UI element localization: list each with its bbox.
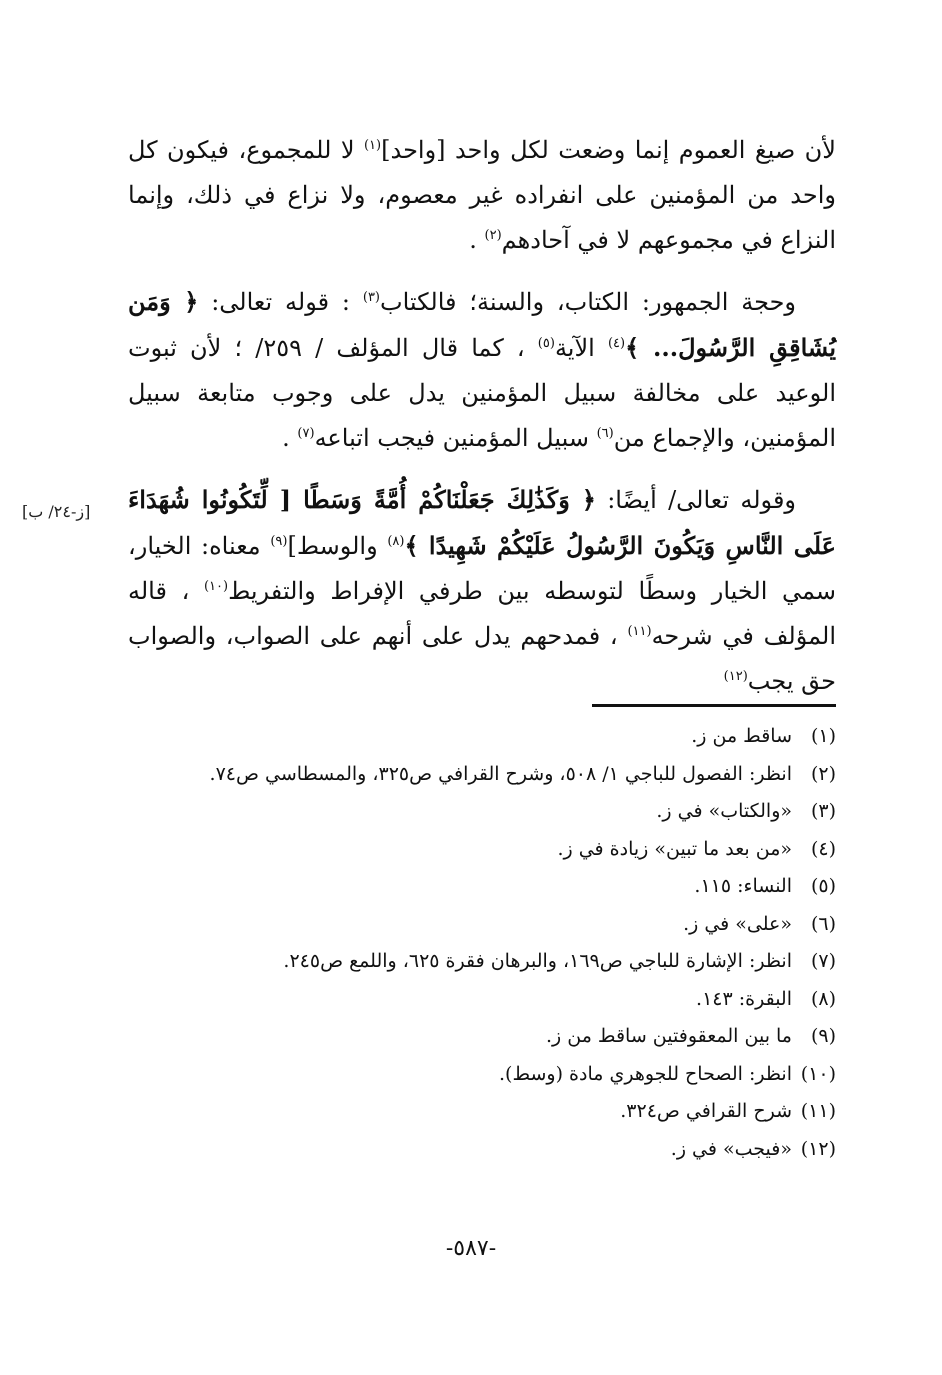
footnote-item (128, 868, 836, 906)
footnote-text: «من بعد ما تبين» زيادة في ز. (557, 837, 792, 860)
text-segment: ، كما قال المؤلف / ٢٥٩/ ؛ لأن ثبوت الوعيد على مخالفة سبيل المؤمنين يدل على وجوب متابعة سبيل المؤمنين، والإجماع من (128, 334, 836, 452)
text-segment: . (469, 226, 485, 254)
footnote-item (128, 1056, 836, 1094)
footnote-text: ما بين المعقوفتين ساقط من ز. (546, 1025, 792, 1047)
page-number: -٥٨٧- (445, 1236, 497, 1261)
footnote-item (128, 1093, 836, 1131)
footnote-ref-4[interactable]: (٤) (607, 336, 626, 351)
text-segment: لأن صيغ العموم إنما وضعت لكل واحد [واحد] (381, 136, 836, 164)
text-segment: معناه: الخيار، سمي الخيار وسطًا لتوسطه بين طرفي الإفراط والتفريط (128, 532, 836, 605)
paragraph-2 (128, 279, 836, 461)
quran-quote: ﴿ وَكَذَٰلِكَ جَعَلْنَاكُمْ أُمَّةً وَسَطًا [ لِّتَكُونُوا شُهَدَاءَ عَلَى النَّاسِ وَيَكُونَ الرَّسُولُ عَلَيْكُمْ شَهِيدًا ﴾ (128, 485, 836, 560)
manuscript-folio-reference: [ز-٢٤/ ب] (22, 502, 91, 521)
footnote-text: انظر: الفصول للباجي ١/ ٥٠٨، وشرح القرافي ص٣٢٥، والمسطاسي ص٧٤. (209, 762, 792, 785)
footnote-text: البقرة: ١٤٣. (696, 987, 792, 1010)
footnote-number: (٤) (810, 837, 836, 860)
footnote-text: ساقط من ز. (691, 725, 792, 747)
footnote-ref-1[interactable]: (١) (363, 138, 382, 153)
footnote-number: (١٠) (800, 1062, 836, 1085)
footnote-ref-8[interactable]: (٨) (387, 534, 405, 549)
footnote-number: (٧) (810, 950, 836, 972)
text-segment: والوسط] (287, 532, 388, 560)
footnote-number: (٦) (810, 912, 836, 935)
footnote-text: «على» في ز. (683, 912, 792, 935)
footnote-text: النساء: ١١٥. (694, 875, 792, 897)
footnote-text: شرح القرافي ص٣٢٤. (620, 1100, 792, 1122)
footnote-item (128, 756, 836, 794)
footnote-ref-12[interactable]: (١٢) (723, 669, 748, 684)
footnote-ref-5[interactable]: (٥) (537, 336, 555, 351)
footnote-number: (٢) (810, 762, 836, 785)
footnote-number: (٨) (810, 987, 836, 1010)
footnote-item (128, 981, 836, 1019)
footnote-item (128, 831, 836, 869)
text-segment: . (282, 424, 298, 452)
main-text (128, 128, 836, 720)
footnote-number: (١١) (800, 1100, 836, 1122)
paragraph-1 (128, 128, 836, 263)
footnote-item (128, 943, 836, 981)
footnotes-list (128, 718, 836, 1168)
text-segment: لا للمجموع، فيكون كل واحد من المؤمنين على انفراده غير معصوم، ولا نزاع في ذلك، وإنما النزاع في مجموعهم لا في آحادهم (128, 136, 836, 254)
footnote-ref-6[interactable]: (٦) (596, 426, 614, 441)
quran-quote: ﴿ وَمَن يُشَاقِقِ الرَّسُولَ... ﴾ (128, 287, 836, 362)
footnote-ref-3[interactable]: (٣) (362, 290, 380, 305)
text-segment: وقوله تعالى/ أيضًا: (595, 486, 797, 514)
footnote-text: انظر: الإشارة للباجي ص١٦٩، والبرهان فقرة ٦٢٥، واللمع ص٢٤٥. (283, 950, 792, 972)
footnote-text: انظر: الصحاح للجوهري مادة (وسط). (499, 1062, 792, 1085)
footnote-text: «فيجب» في ز. (670, 1137, 792, 1160)
footnote-number: (١٢) (800, 1137, 836, 1160)
footnote-text: «والكتاب» في ز. (656, 800, 792, 822)
footnote-number: (٣) (810, 800, 836, 822)
footnote-separator (592, 704, 836, 707)
paragraph-3 (128, 477, 836, 704)
text-segment: الآية (554, 334, 608, 362)
footnote-item (128, 718, 836, 756)
footnote-ref-9[interactable]: (٩) (270, 534, 288, 549)
footnote-number: (٩) (810, 1025, 836, 1047)
footnote-item (128, 1131, 836, 1169)
footnote-item (128, 793, 836, 831)
footnote-ref-10[interactable]: (١٠) (203, 579, 229, 594)
footnote-number: (١) (810, 725, 836, 747)
footnote-ref-2[interactable]: (٢) (484, 228, 502, 243)
footnote-ref-7[interactable]: (٧) (297, 426, 315, 441)
footnote-item (128, 1018, 836, 1056)
text-segment: وحجة الجمهور: الكتاب، والسنة؛ فالكتاب (380, 288, 797, 316)
text-segment: : قوله تعالى: (198, 288, 363, 316)
text-segment: سبيل المؤمنين فيجب اتباعه (314, 424, 597, 452)
text-segment: ، قاله المؤلف في شرحه (128, 577, 836, 650)
footnote-number: (٥) (810, 875, 836, 897)
footnote-item (128, 906, 836, 944)
text-segment: ، فمدحهم يدل على أنهم على الصواب، والصواب حق يجب (128, 622, 836, 695)
footnote-ref-11[interactable]: (١١) (627, 624, 652, 639)
